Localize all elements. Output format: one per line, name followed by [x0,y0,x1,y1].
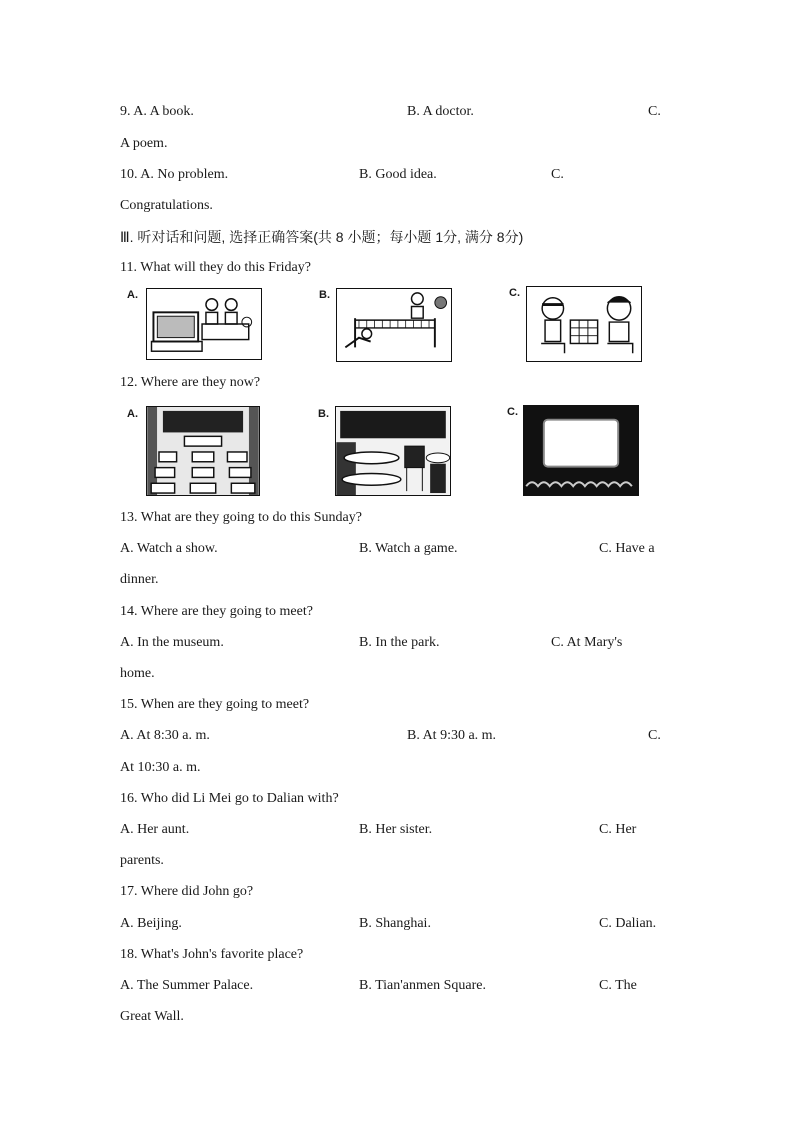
q12-label-a: A. [127,408,138,420]
q17-option-b: B. Shanghai. [359,916,431,931]
q11-picture-a-watching-tv [146,288,262,360]
q9-option-b: B. A doctor. [407,104,474,119]
q13-option-c-continued: dinner. [120,572,159,587]
q11-label-b: B. [319,289,330,301]
q12-picture-c-cinema [523,405,639,496]
cinema-illustration [524,406,638,495]
q10-option-c-continued: Congratulations. [120,198,213,213]
q11-stem: 11. What will they do this Friday? [120,260,311,275]
q16-option-b: B. Her sister. [359,822,433,837]
q11-label-c: C. [509,287,520,299]
q11-picture-c-playing-chess [526,286,642,362]
chess-illustration [527,287,641,361]
q15-option-a: A. At 8:30 a. m. [120,728,210,743]
q9-option-c-continued: A poem. [120,136,168,151]
q17-option-c: C. Dalian. [599,916,657,931]
q13-option-b: B. Watch a game. [359,541,458,556]
tv-illustration [147,289,261,359]
q17-stem: 17. Where did John go? [120,884,254,899]
q12-label-b: B. [318,408,329,420]
q17-option-a: A. Beijing. [120,916,182,931]
q18-option-a: A. The Summer Palace. [120,978,254,993]
q16-option-c: C. Her [599,822,637,837]
volleyball-illustration [337,289,451,361]
q18-option-c-continued: Great Wall. [120,1009,184,1024]
q14-option-c: C. At Mary's [551,635,623,650]
q9-option-c: C. [648,104,661,119]
q15-stem: 15. When are they going to meet? [120,697,310,712]
q16-option-a: A. Her aunt. [120,822,190,837]
q15-option-c: C. [648,728,661,743]
q16-stem: 16. Who did Li Mei go to Dalian with? [120,791,339,806]
restaurant-illustration [336,407,450,495]
q15-option-b: B. At 9:30 a. m. [407,728,497,743]
q14-option-b: B. In the park. [359,635,440,650]
q11-label-a: A. [127,289,138,301]
q10-stem: 10. A. No problem. [120,167,229,182]
q18-option-c: C. The [599,978,637,993]
q12-picture-b-restaurant [335,406,451,496]
q13-option-c: C. Have a [599,541,655,556]
q18-option-b: B. Tian'anmen Square. [359,978,486,993]
q12-label-c: C. [507,406,518,418]
q14-stem: 14. Where are they going to meet? [120,604,313,619]
q16-option-c-continued: parents. [120,853,164,868]
q14-option-a: A. In the museum. [120,635,224,650]
q14-option-c-continued: home. [120,666,155,681]
q13-stem: 13. What are they going to do this Sunday? [120,510,362,525]
q9-stem: 9. A. A book. [120,104,194,119]
q18-stem: 18. What's John's favorite place? [120,947,304,962]
q13-option-a: A. Watch a show. [120,541,218,556]
q11-picture-b-playing-volleyball [336,288,452,362]
q12-stem: 12. Where are they now? [120,375,261,390]
section-3-title: Ⅲ. 听对话和问题, 选择正确答案(共 8 小题；每小题 1分, 满分 8分) [120,229,524,245]
q12-picture-a-classroom [146,406,260,496]
classroom-illustration [147,407,259,495]
q10-option-b: B. Good idea. [359,167,437,182]
q15-option-c-continued: At 10:30 a. m. [120,760,201,775]
q10-option-c: C. [551,167,564,182]
